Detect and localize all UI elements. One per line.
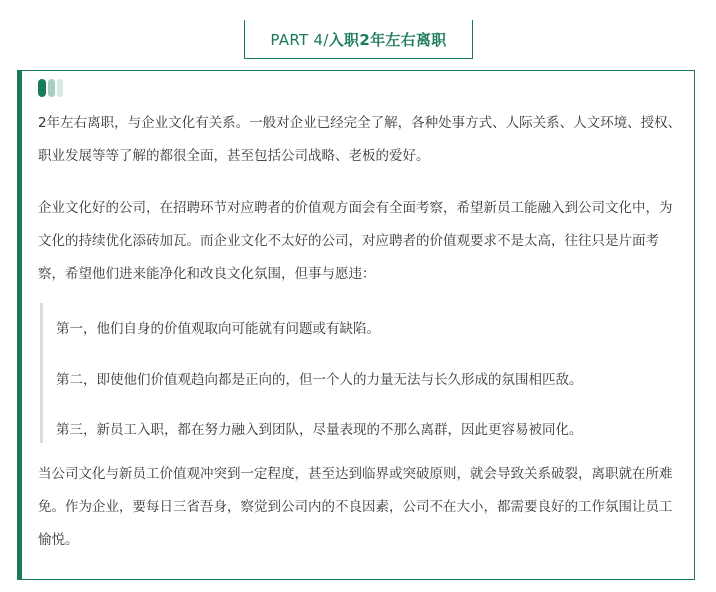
section-title-text: 入职2年左右离职 (328, 30, 447, 49)
dot-light (57, 79, 63, 97)
blockquote (40, 303, 683, 443)
paragraph-intro: 2年左右离职，与企业文化有关系。一般对企业已经完全了解，各种处事方式、人际关系、人文环境、授权、职业发展等等了解的都很全面，甚至包括公司战略、老板的爱好。 (38, 115, 682, 164)
dot-dark (38, 79, 46, 97)
section-part-label: PART 4/ (270, 30, 329, 49)
dot-mid (48, 79, 55, 97)
section-title (270, 29, 446, 50)
quote-item-second: 第二，即使他们价值观趋向都是正向的，但一个人的力量无法与长久形成的氛围相匹敌。 (56, 372, 583, 388)
quote-item-first: 第一，他们自身的价值观取向可能就有问题或有缺陷。 (56, 321, 380, 337)
section-header (244, 20, 473, 59)
decorative-dots-icon (38, 79, 63, 97)
paragraph-culture: 企业文化好的公司，在招聘环节对应聘者的价值观方面会有全面考察，希望新员工能融入到公司文化中，为文化的持续优化添砖加瓦。而企业文化不太好的公司，对应聘者的价值观要求不是太高，往往只是片面考察，希望他们进来能净化和改良文化氛围，但事与愿违： (38, 200, 673, 282)
paragraph-conclusion: 当公司文化与新员工价值观冲突到一定程度，甚至达到临界或突破原则，就会导致关系破裂，离职就在所难免。作为企业，要每日三省吾身，察觉到公司内的不良因素，公司不在大小，都需要良好的工作氛围让员工愉悦。 (38, 466, 673, 548)
quote-item-third: 第三，新员工入职，都在努力融入到团队，尽量表现的不那么离群，因此更容易被同化。 (56, 422, 583, 438)
content-card (17, 70, 695, 580)
